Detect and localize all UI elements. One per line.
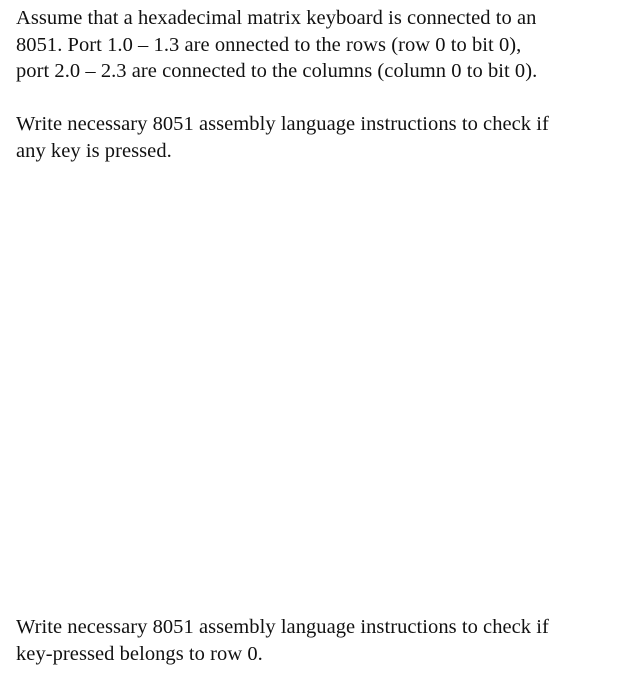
question-line: key-pressed belongs to row 0. bbox=[16, 642, 263, 665]
answer-space bbox=[16, 170, 616, 600]
problem-statement-line: 8051. Port 1.0 – 1.3 are onnected to the rows (row 0 to bit 0), bbox=[16, 33, 522, 56]
question-key-in-row-0 bbox=[16, 614, 616, 667]
problem-statement-line: Assume that a hexadecimal matrix keyboard is connected to an bbox=[16, 7, 537, 29]
question-line: Write necessary 8051 assembly language instructions to check if bbox=[16, 616, 549, 638]
problem-statement-line: port 2.0 – 2.3 are connected to the columns (column 0 to bit 0). bbox=[16, 60, 538, 82]
question-any-key-pressed bbox=[16, 111, 616, 164]
question-line: Write necessary 8051 assembly language instructions to check if bbox=[16, 113, 549, 135]
question-line: any key is pressed. bbox=[16, 139, 172, 162]
problem-statement bbox=[16, 5, 616, 85]
